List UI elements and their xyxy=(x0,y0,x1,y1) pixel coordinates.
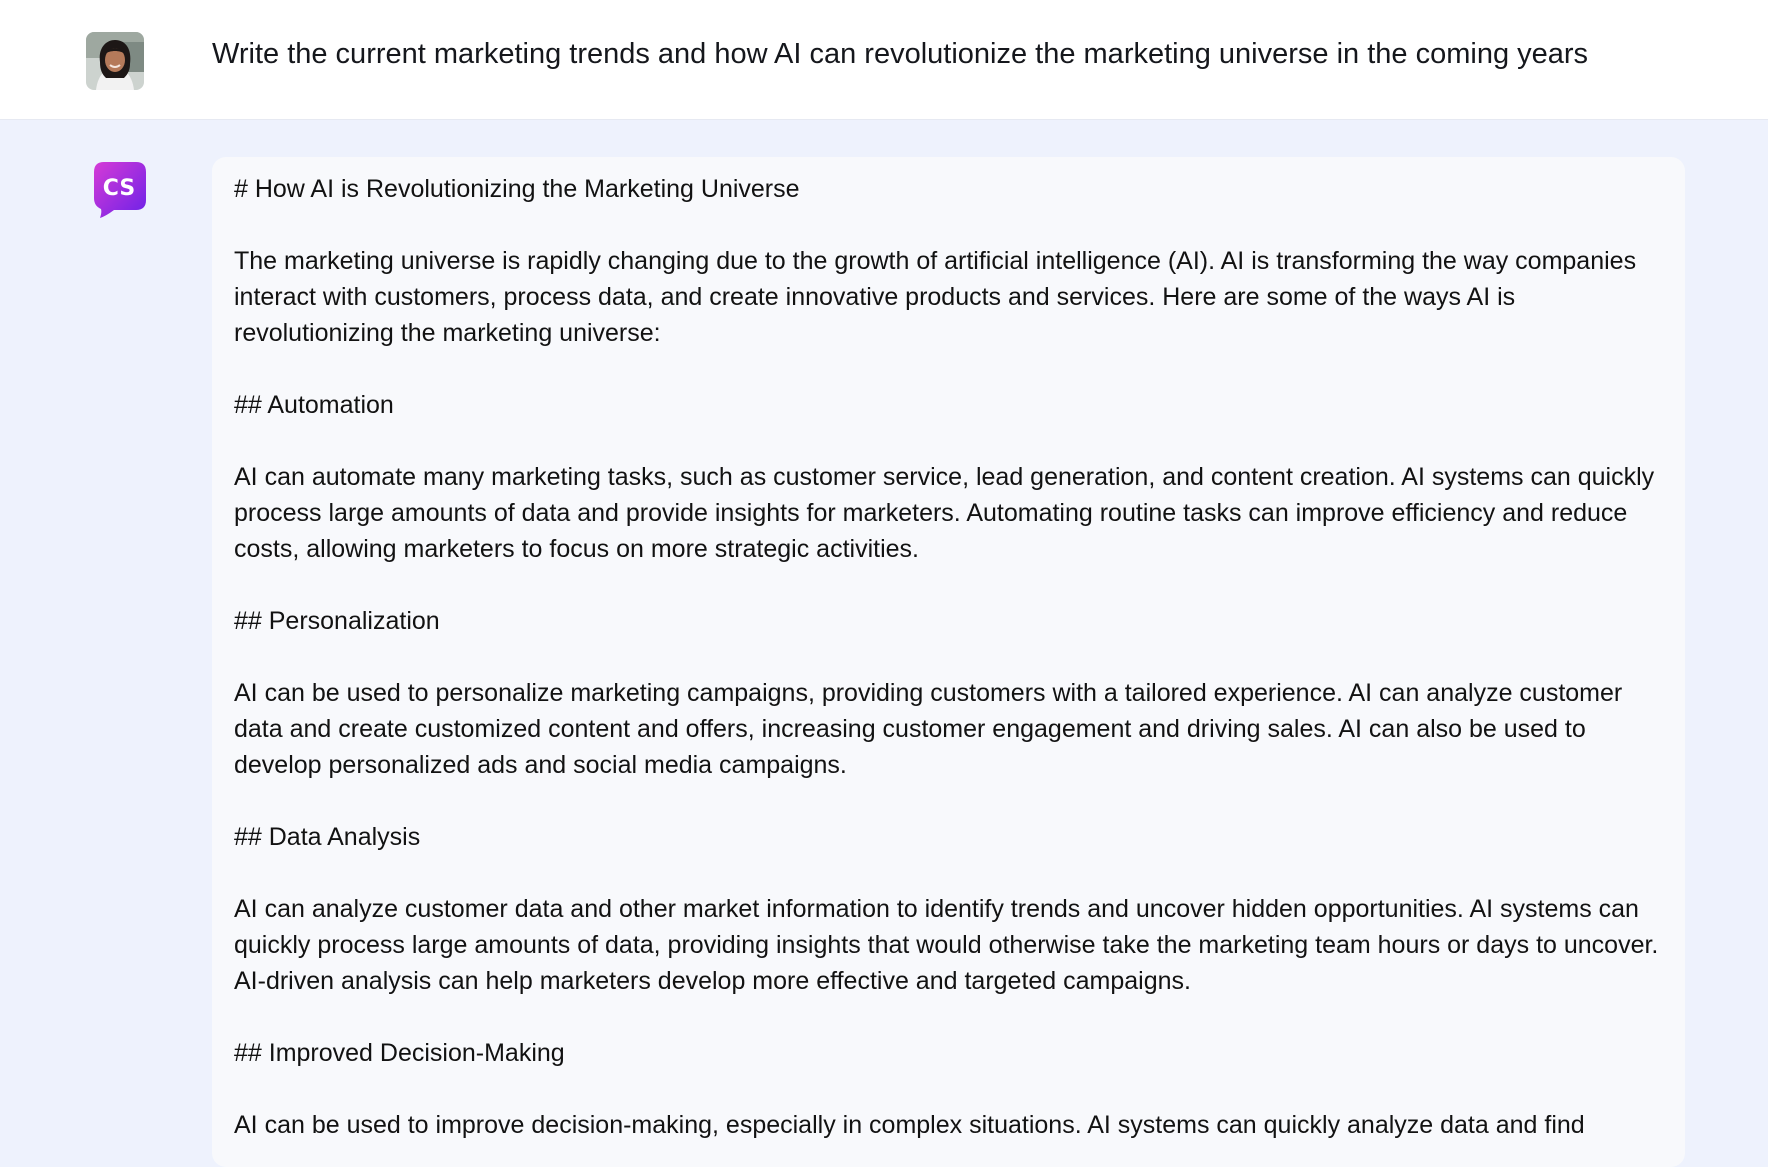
section-heading: ## Improved Decision-Making xyxy=(234,1039,565,1067)
section-body: AI can analyze customer data and other market information to identify trends and uncover hidden opportunities. AI systems can quickly process large amounts of data, providing insights that would otherwise take the marketing team hours or days to uncover. AI-driven analysis can help marketers develop more effective and targeted campaigns. xyxy=(234,895,1659,995)
assistant-response-card xyxy=(212,157,1685,1167)
section-body: AI can be used to improve decision-making, especially in complex situations. AI systems can quickly analyze data and find xyxy=(234,1111,1585,1139)
assistant-avatar-label: CS xyxy=(102,176,136,201)
user-avatar xyxy=(86,32,144,90)
section-heading: ## Personalization xyxy=(234,607,440,635)
copysmith-logo-icon xyxy=(88,158,150,220)
user-photo-avatar-icon xyxy=(86,32,144,90)
user-prompt-text: Write the current marketing trends and how AI can revolutionize the marketing universe in the coming years xyxy=(212,38,1589,70)
section-body: AI can be used to personalize marketing campaigns, providing customers with a tailored experience. AI can analyze customer data and create customized content and offers, increasing customer engagement and driving sales. AI can also be used to develop personalized ads and social media campaigns. xyxy=(234,679,1623,779)
section-body: AI can automate many marketing tasks, such as customer service, lead generation, and content creation. AI systems can quickly process large amounts of data and provide insights for marketers. Automating routine tasks can improve efficiency and reduce costs, allowing marketers to focus on more strategic activities. xyxy=(234,463,1655,563)
assistant-avatar xyxy=(88,158,150,220)
section-heading: ## Automation xyxy=(234,391,394,419)
response-title: # How AI is Revolutionizing the Marketing Universe xyxy=(234,175,800,203)
section-heading: ## Data Analysis xyxy=(234,823,421,851)
response-intro: The marketing universe is rapidly changing due to the growth of artificial intelligence (AI). AI is transforming the way companies interact with customers, process data, and create innovative products and services. Here are some of the ways AI is revolutionizing the marketing universe: xyxy=(234,247,1637,347)
user-message-row xyxy=(0,0,1768,120)
